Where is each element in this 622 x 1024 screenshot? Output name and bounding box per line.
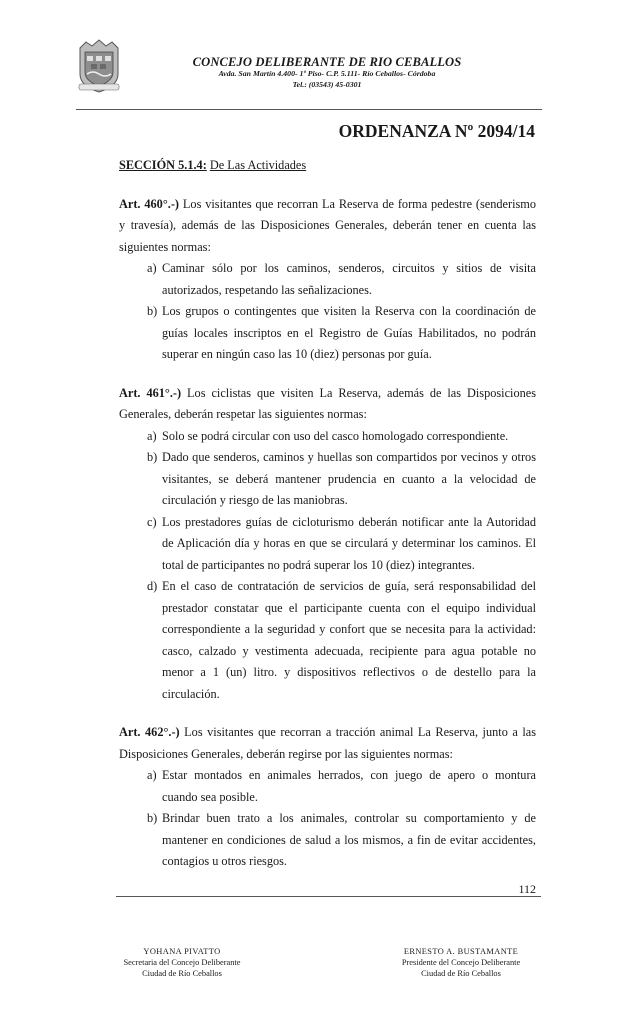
article-label: Art. 462°.-) — [119, 725, 180, 739]
signatory-place: Ciudad de Río Ceballos — [421, 969, 501, 978]
page-number: 112 — [518, 882, 536, 896]
item-marker: d) — [147, 579, 158, 593]
item-marker: c) — [147, 514, 157, 529]
item-marker: b) — [147, 811, 158, 825]
list-item — [119, 426, 536, 448]
signatory-role: Secretaria del Concejo Deliberante — [123, 958, 241, 967]
article-label: Art. 460°.-) — [119, 196, 180, 211]
item-marker: a) — [147, 261, 157, 275]
section-label: SECCIÓN 5.1.4: — [119, 158, 207, 172]
header-divider — [76, 109, 542, 110]
list-item — [119, 765, 536, 808]
article-461 — [119, 383, 536, 706]
document-body — [119, 155, 536, 873]
council-name-header: CONCEJO DELIBERANTE DE RIO CEBALLOS — [192, 55, 462, 69]
signature-block-president — [376, 946, 546, 979]
footer-divider — [116, 896, 541, 897]
item-marker: a) — [147, 428, 157, 443]
list-item — [119, 447, 536, 512]
article-460 — [119, 194, 536, 366]
council-phone: Tel.: (03543) 45-0301 — [292, 80, 362, 89]
item-text: Dado que senderos, caminos y huellas son compartidos por vecinos y otros visitantes, se deberá mantener prudencia en cuanto a la velocidad de circulación y riesgo de las maniobras. — [162, 450, 536, 507]
article-paragraph — [119, 383, 536, 426]
signatory-name: YOHANA PIVATTO — [143, 947, 221, 956]
article-items — [119, 258, 536, 366]
item-text: Brindar buen trato a los animales, controlar su comportamiento y de mantener en condiciones de salud a los mismos, a fin de evitar accidentes, contagios u otros riesgos. — [162, 811, 536, 868]
list-item — [119, 258, 536, 301]
item-marker: b) — [147, 450, 158, 464]
item-text: Los prestadores guías de cicloturismo deberán notificar ante la Autoridad de Aplicación día y horas en que se circulará y determinar los caminos. El total de participantes no podrá superar los 10 (diez) integrantes. — [162, 514, 536, 572]
article-label: Art. 461°.-) — [119, 385, 182, 400]
item-marker: b) — [147, 304, 158, 318]
list-item — [119, 301, 536, 366]
article-paragraph — [119, 194, 536, 259]
item-text: En el caso de contratación de servicios de guía, será responsabilidad del prestador constatar que el participante cuenta con el equipo individual correspondiente a la seguridad y confort que se necesita para la actividad: casco, calzado y vestimenta adecuada, recipiente para agua potable no menor a 1 (un) litro. y dispositivos reflectivos o de destello para la circulación. — [162, 579, 536, 701]
article-462 — [119, 722, 536, 873]
section-name: De Las Actividades — [209, 158, 307, 172]
item-text: Caminar sólo por los caminos, senderos, circuitos y sitios de visita autorizados, respetando las señalizaciones. — [162, 261, 536, 297]
section-heading — [119, 155, 536, 177]
item-text: Estar montados en animales herrados, con juego de apero o montura cuando sea posible. — [162, 768, 536, 804]
article-items — [119, 426, 536, 706]
article-paragraph — [119, 722, 536, 765]
list-item — [119, 808, 536, 873]
signatory-role: Presidente del Concejo Deliberante — [401, 958, 521, 967]
council-address: Avda. San Martín 4.400- 1º Piso- C.P. 5.111- Río Ceballos- Córdoba — [218, 69, 436, 78]
ordinance-number: ORDENANZA Nº 2094/14 — [338, 121, 535, 141]
signatory-place: Ciudad de Río Ceballos — [142, 969, 222, 978]
list-item — [119, 576, 536, 705]
item-text: Solo se podrá circular con uso del casco homologado correspondiente. — [162, 428, 509, 443]
item-text: Los grupos o contingentes que visiten la Reserva con la coordinación de guías locales inscriptos en el Registro de Guías Habilitados, no podrán superar en ningún caso las 10 (diez) personas por guía. — [162, 304, 536, 361]
item-marker: a) — [147, 768, 157, 782]
article-text: Los ciclistas que visiten La Reserva, además de las Disposiciones Generales, deberán respetar las siguientes normas: — [119, 385, 536, 421]
article-text: Los visitantes que recorran La Reserva de forma pedestre (senderismo y travesía), además de las Disposiciones Generales, deberán tener en cuenta las siguientes normas: — [119, 196, 537, 254]
signatory-name: ERNESTO A. BUSTAMANTE — [403, 947, 519, 956]
list-item — [119, 512, 536, 577]
article-text: Los visitantes que recorran a tracción animal La Reserva, junto a las Disposiciones Generales, deberán regirse por las siguientes normas: — [119, 725, 536, 761]
article-items — [119, 765, 536, 873]
signature-block-secretary — [97, 946, 267, 979]
